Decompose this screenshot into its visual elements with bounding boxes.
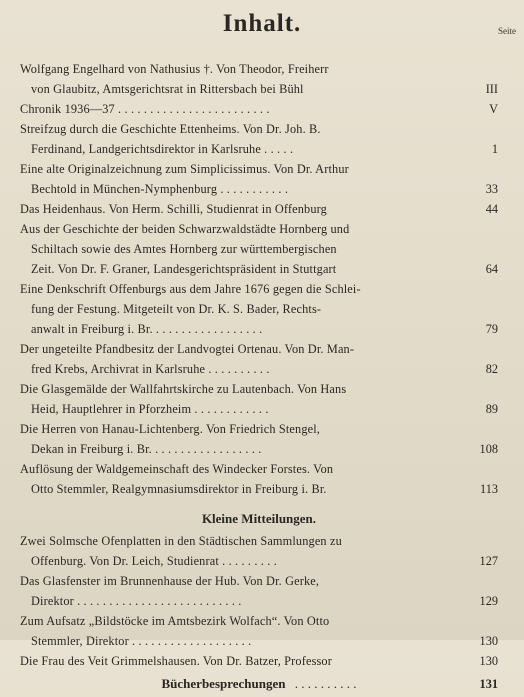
toc-entry: [20, 219, 498, 279]
toc-entry-line: Das Glasfenster im Brunnenhause der Hub. Von Dr. Gerke,: [20, 574, 320, 588]
section-heading-kleine-mitteilungen: Kleine Mitteilungen.: [201, 511, 317, 526]
toc-entry-line: Streifzug durch die Geschichte Ettenheims. Von Dr. Joh. B.: [20, 122, 321, 136]
page-number: 44: [485, 202, 498, 216]
toc-entry-line: fred Krebs, Archivrat in Karlsruhe . . . . . . . . . .: [31, 362, 270, 376]
toc-entry-line: Zeit. Von Dr. F. Graner, Landesgerichtspräsident in Stuttgart: [31, 262, 337, 276]
page-number: 108: [479, 442, 498, 456]
toc-entry: [20, 119, 498, 159]
toc-entry-line: Die Glasgemälde der Wallfahrtskirche zu Lautenbach. Von Hans: [20, 382, 347, 396]
toc-entry-line: Ferdinand, Landgerichtsdirektor in Karlsruhe . . . . .: [31, 142, 294, 156]
page-column-label: Seite: [498, 26, 516, 36]
toc-entry: [20, 339, 498, 379]
page-number: 127: [479, 554, 498, 568]
toc-entry: [20, 99, 498, 119]
page-number: 79: [485, 322, 498, 336]
page-number: 64: [485, 262, 498, 276]
toc-entry-line: Offenburg. Von Dr. Leich, Studienrat . . . . . . . . .: [31, 554, 277, 568]
page-number: 131: [479, 677, 498, 691]
toc-entry-line: Stemmler, Direktor . . . . . . . . . . . . . . . . . . .: [31, 634, 252, 648]
toc-entry-line: fung der Festung. Mitgeteilt von Dr. K. S. Bader, Rechts-: [31, 302, 322, 316]
toc-entry-line: Das Heidenhaus. Von Herm. Schilli, Studienrat in Offenburg: [20, 202, 327, 216]
toc-entry: [20, 379, 498, 419]
toc-entry-line: Die Herren von Hanau-Lichtenberg. Von Friedrich Stengel,: [20, 422, 321, 436]
toc-entry-line: Heid, Hauptlehrer in Pforzheim . . . . . . . . . . . .: [31, 402, 269, 416]
page-number: 82: [485, 362, 498, 376]
page-number: III: [485, 82, 498, 96]
leader-dots: . . . . . . . . . .: [294, 676, 357, 691]
toc-entry-line: Zum Aufsatz „Bildstöcke im Amtsbezirk Wolfach“. Von Otto: [20, 614, 330, 628]
page-number: 113: [480, 482, 498, 496]
toc-entry-line: Zwei Solmsche Ofenplatten in den Städtischen Sammlungen zu: [20, 534, 342, 548]
table-of-contents: [20, 59, 498, 697]
toc-entry: [20, 419, 498, 459]
toc-entry-line: Eine alte Originalzeichnung zum Simplicissimus. Von Dr. Arthur: [20, 162, 349, 176]
toc-entry: [20, 59, 498, 99]
toc-entry-line: Eine Denkschrift Offenburgs aus dem Jahre 1676 gegen die Schlei-: [20, 282, 361, 296]
toc-entry: [20, 651, 498, 671]
page-number: V: [489, 102, 498, 116]
page-number: 130: [479, 634, 498, 648]
section-heading-buecherbesprechungen: [20, 671, 498, 697]
toc-entry-line: anwalt in Freiburg i. Br. . . . . . . . . . . . . . . . . .: [31, 322, 263, 336]
page-number: 89: [485, 402, 498, 416]
toc-entry-line: Wolfgang Engelhard von Nathusius †. Von Theodor, Freiherr: [20, 62, 329, 76]
toc-entry-line: Schiltach sowie des Amtes Hornberg zur württembergischen: [31, 242, 337, 256]
toc-main-list: [20, 59, 498, 499]
toc-entry-line: Otto Stemmler, Realgymnasiumsdirektor in Freiburg i. Br.: [31, 482, 327, 496]
toc-entry: [20, 531, 498, 571]
page-number: 130: [479, 654, 498, 668]
toc-entry: [20, 459, 498, 499]
toc-kleine-list: [20, 531, 498, 671]
toc-entry-line: Direktor . . . . . . . . . . . . . . . . . . . . . . . . . .: [31, 594, 242, 608]
section-title: Bücherbesprechungen: [161, 676, 286, 691]
page-number: 129: [479, 594, 498, 608]
toc-entry-line: Chronik 1936—37 . . . . . . . . . . . . . . . . . . . . . . . .: [20, 102, 270, 116]
page-number: 1: [491, 142, 498, 156]
toc-entry-line: Der ungeteilte Pfandbesitz der Landvogtei Ortenau. Von Dr. Man-: [20, 342, 355, 356]
toc-entry-line: von Glaubitz, Amtsgerichtsrat in Rittersbach bei Bühl: [31, 82, 304, 96]
toc-entry: [20, 571, 498, 611]
page-number: 33: [485, 182, 498, 196]
toc-entry-line: Dekan in Freiburg i. Br. . . . . . . . . . . . . . . . . .: [31, 442, 262, 456]
toc-entry: [20, 279, 498, 339]
page-title: Inhalt.: [222, 10, 302, 37]
toc-entry-line: Aus der Geschichte der beiden Schwarzwaldstädte Hornberg und: [20, 222, 350, 236]
toc-entry-line: Die Frau des Veit Grimmelshausen. Von Dr. Batzer, Professor: [20, 654, 332, 668]
toc-entry: [20, 611, 498, 651]
toc-entry: [20, 199, 498, 219]
toc-entry-line: Bechtold in München-Nymphenburg . . . . . . . . . . .: [31, 182, 289, 196]
toc-entry: [20, 159, 498, 199]
toc-entry-line: Auflösung der Waldgemeinschaft des Windecker Forstes. Von: [20, 462, 334, 476]
